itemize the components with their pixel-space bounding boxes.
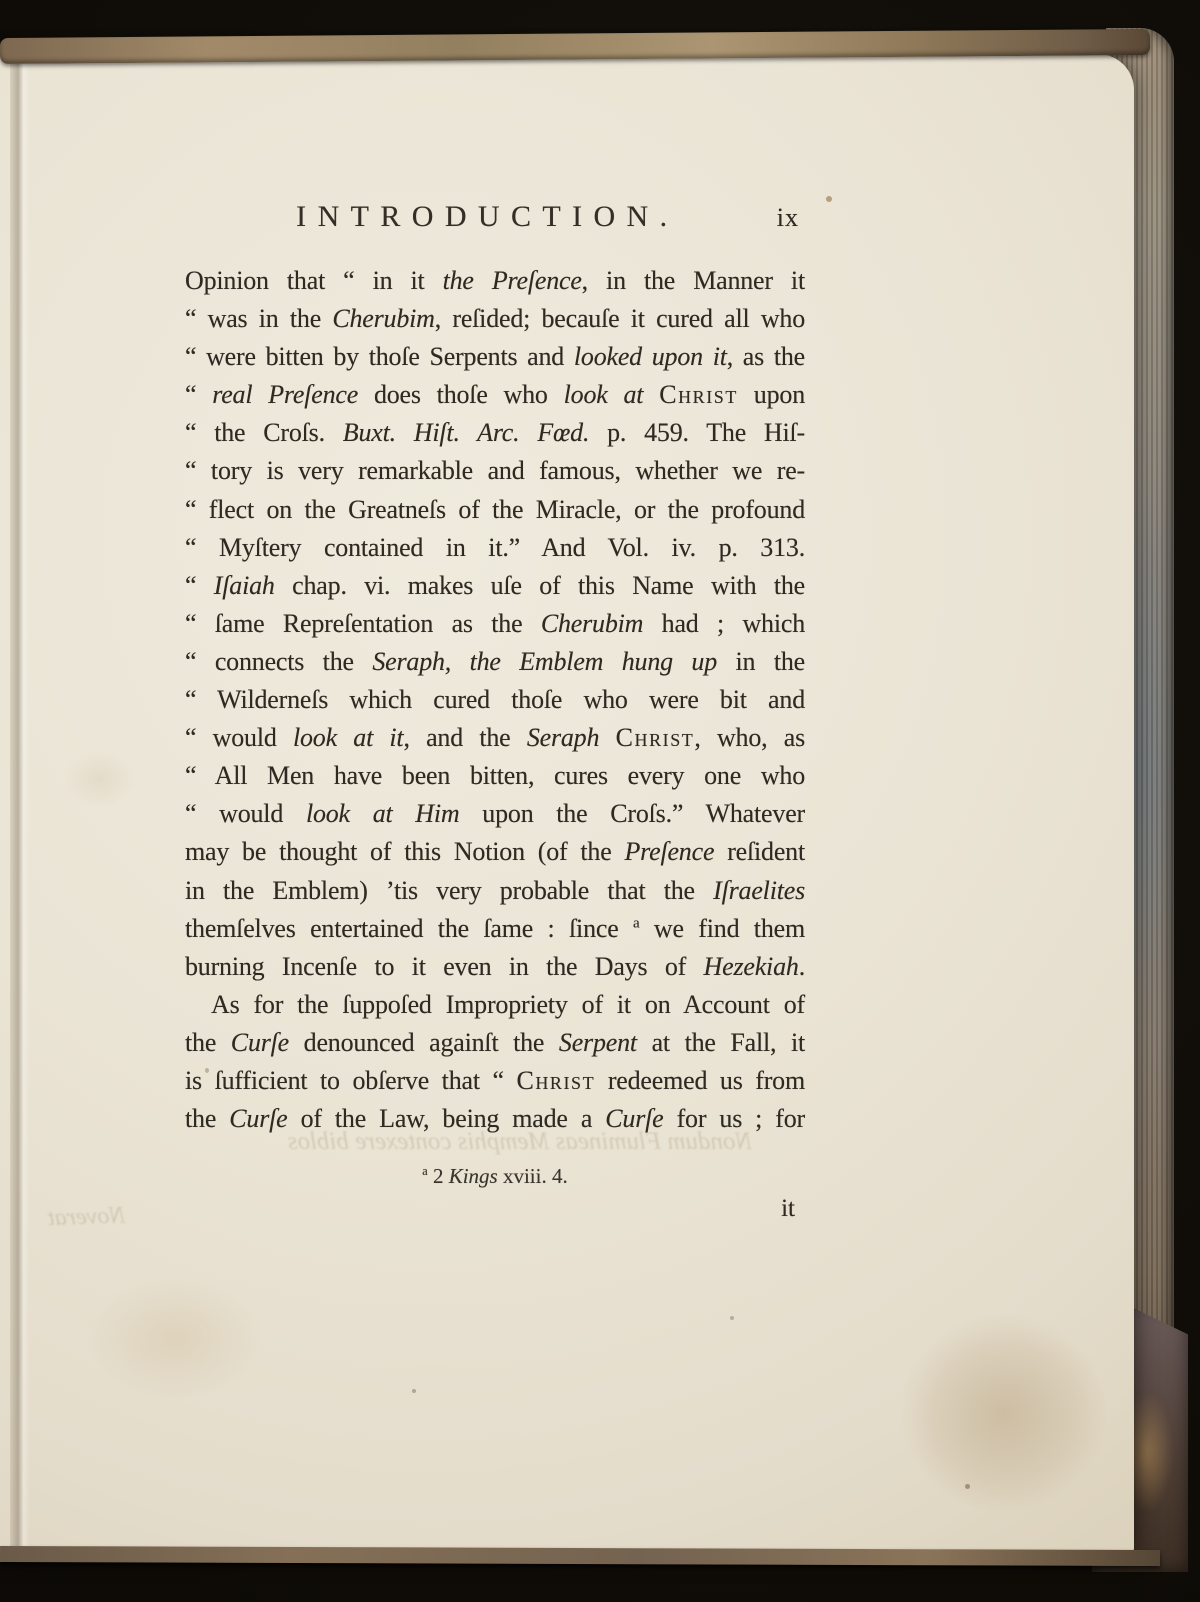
text-line xyxy=(185,376,805,414)
text-line xyxy=(185,643,805,681)
foxing-speck xyxy=(730,1316,734,1320)
gutter-fold xyxy=(10,54,30,1558)
text-segment: looked upon it xyxy=(573,342,727,372)
text-line xyxy=(185,948,805,986)
text-segment: Iſraelites xyxy=(713,875,805,905)
text-segment: Curſe xyxy=(229,1104,288,1134)
body-text xyxy=(185,262,805,1138)
text-segment: “ xyxy=(185,380,213,410)
stain-mid-left xyxy=(55,744,145,814)
text-segment: look at it xyxy=(292,723,404,753)
text-segment: Preſence xyxy=(624,837,715,867)
text-segment: Iſaiah xyxy=(213,570,275,600)
text-segment: does thoſe who xyxy=(358,380,564,410)
text-segment: a xyxy=(422,1164,428,1179)
text-line xyxy=(185,872,805,910)
stain-bottom-right xyxy=(874,1288,1134,1538)
text-line xyxy=(185,833,805,871)
page-header xyxy=(185,200,805,246)
text-segment: Cherubim xyxy=(332,304,435,334)
text-segment: Buxt. Hiſt. Arc. Fœd. xyxy=(342,418,590,448)
text-segment: Opinion that “ in it xyxy=(185,266,443,295)
foxing-speck xyxy=(412,1389,416,1393)
text-line xyxy=(185,910,805,948)
text-segment: “ All Men have been bitten, cures every one who xyxy=(185,761,805,791)
text-segment: , in the Manner it xyxy=(581,266,805,295)
text-line xyxy=(185,986,805,1024)
text-segment: a xyxy=(633,914,640,931)
text-segment: at the Fall, it xyxy=(636,1027,805,1057)
text-segment: we find them xyxy=(639,913,805,943)
text-line xyxy=(185,414,805,452)
text-segment: upon the Croſs.” Whatever xyxy=(459,799,805,829)
text-segment: p. 459. The Hiſ- xyxy=(589,418,805,448)
bleedthrough-text: Noverat xyxy=(47,1202,126,1232)
text-line xyxy=(185,757,805,795)
text-line xyxy=(185,529,805,567)
foxing-speck xyxy=(826,196,832,202)
text-segment: reſident xyxy=(714,837,806,867)
text-segment: Christ xyxy=(659,380,738,410)
text-segment: Cherubim xyxy=(540,608,644,638)
text-segment: the xyxy=(185,1104,230,1134)
text-segment: look at Him xyxy=(305,799,460,829)
text-segment: Serpent xyxy=(558,1027,637,1057)
text-segment: “ would xyxy=(185,799,306,829)
text-segment: redeemed us from xyxy=(595,1065,805,1095)
text-segment: chap. vi. makes uſe of this Name with the xyxy=(274,570,805,600)
text-segment: of the Law, being made a xyxy=(287,1104,606,1134)
text-line xyxy=(185,452,805,490)
text-segment: xviii. 4. xyxy=(497,1164,568,1189)
text-segment: may be thought of this Notion (of the xyxy=(185,837,625,867)
text-segment xyxy=(599,723,615,752)
text-segment: “ Myſtery contained in it.” And Vol. iv. p. 313. xyxy=(185,532,805,562)
bottom-worn-edge xyxy=(0,1546,1160,1566)
text-segment: look at xyxy=(563,380,644,410)
text-segment: denounced againſt the xyxy=(289,1027,559,1057)
catchword: it xyxy=(781,1195,795,1223)
text-line xyxy=(185,795,805,833)
text-segment: “ was in the xyxy=(185,304,333,334)
text-segment: . xyxy=(798,951,805,981)
text-segment: “ tory is very remarkable and famous, whether we re- xyxy=(185,456,805,486)
text-segment: burning Incenſe to it even in the Days of xyxy=(185,951,704,981)
stain-bottom-left xyxy=(60,1258,290,1418)
text-block xyxy=(185,200,805,1223)
text-segment: upon xyxy=(737,380,805,410)
text-line xyxy=(185,1100,805,1138)
text-segment: Christ xyxy=(615,723,695,753)
text-line xyxy=(185,567,805,605)
text-segment: As for the ſuppoſed Impropriety of it on Account of xyxy=(211,989,805,1019)
text-segment: “ flect on the Greatneſs of the Miracle, or the profound xyxy=(185,494,805,524)
text-segment: , reſided; becauſe it cured all who xyxy=(434,304,805,334)
text-segment: , and the xyxy=(403,723,527,753)
text-segment: “ ſame Repreſentation as the xyxy=(185,608,541,638)
text-segment: Hezekiah xyxy=(703,951,799,981)
text-segment: real Preſence xyxy=(212,380,359,410)
text-line xyxy=(185,681,805,719)
text-segment: had ; which xyxy=(643,608,806,638)
text-segment: “ connects the xyxy=(185,646,373,676)
text-segment: Christ xyxy=(516,1065,596,1095)
text-segment: in the Emblem) ’tis very probable that the xyxy=(185,875,714,905)
footnote xyxy=(185,1164,805,1189)
text-line xyxy=(185,605,805,643)
text-segment: “ would xyxy=(185,723,293,753)
text-segment: in the xyxy=(717,646,805,676)
text-line xyxy=(185,262,805,300)
text-line xyxy=(185,338,805,376)
text-segment: , as the xyxy=(726,342,805,372)
text-segment: “ were bitten by thoſe Serpents and xyxy=(185,342,574,372)
text-segment: Seraph xyxy=(526,723,600,753)
text-segment: Seraph, the Emblem hung up xyxy=(372,646,718,676)
text-line xyxy=(185,491,805,529)
text-line xyxy=(185,300,805,338)
text-line xyxy=(185,1024,805,1062)
text-segment: “ xyxy=(185,570,214,600)
text-line xyxy=(185,719,805,757)
page-number: ix xyxy=(776,203,799,232)
text-segment: Kings xyxy=(448,1164,498,1189)
text-segment: Curſe xyxy=(605,1104,664,1134)
text-segment: themſelves entertained the ſame : ſince xyxy=(185,913,633,943)
text-segment: the Preſence xyxy=(442,266,582,295)
text-line xyxy=(185,1062,805,1100)
bleedthrough-text: Nondum Flumineas Memphis contexere biblos xyxy=(287,1128,753,1155)
text-segment: 2 xyxy=(427,1164,449,1189)
text-segment: “ the Croſs. xyxy=(185,418,343,448)
page-title: INTRODUCTION. xyxy=(296,200,679,233)
text-segment xyxy=(643,380,659,409)
text-segment: , who, as xyxy=(694,723,805,753)
text-segment: Curſe xyxy=(230,1027,290,1057)
foxing-speck xyxy=(965,1484,970,1489)
text-segment: is ſufficient to obſerve that “ xyxy=(185,1065,517,1095)
text-segment: “ Wilderneſs which cured thoſe who were bit and xyxy=(185,685,805,715)
text-segment: the xyxy=(185,1027,231,1057)
text-segment: for us ; for xyxy=(663,1104,806,1134)
